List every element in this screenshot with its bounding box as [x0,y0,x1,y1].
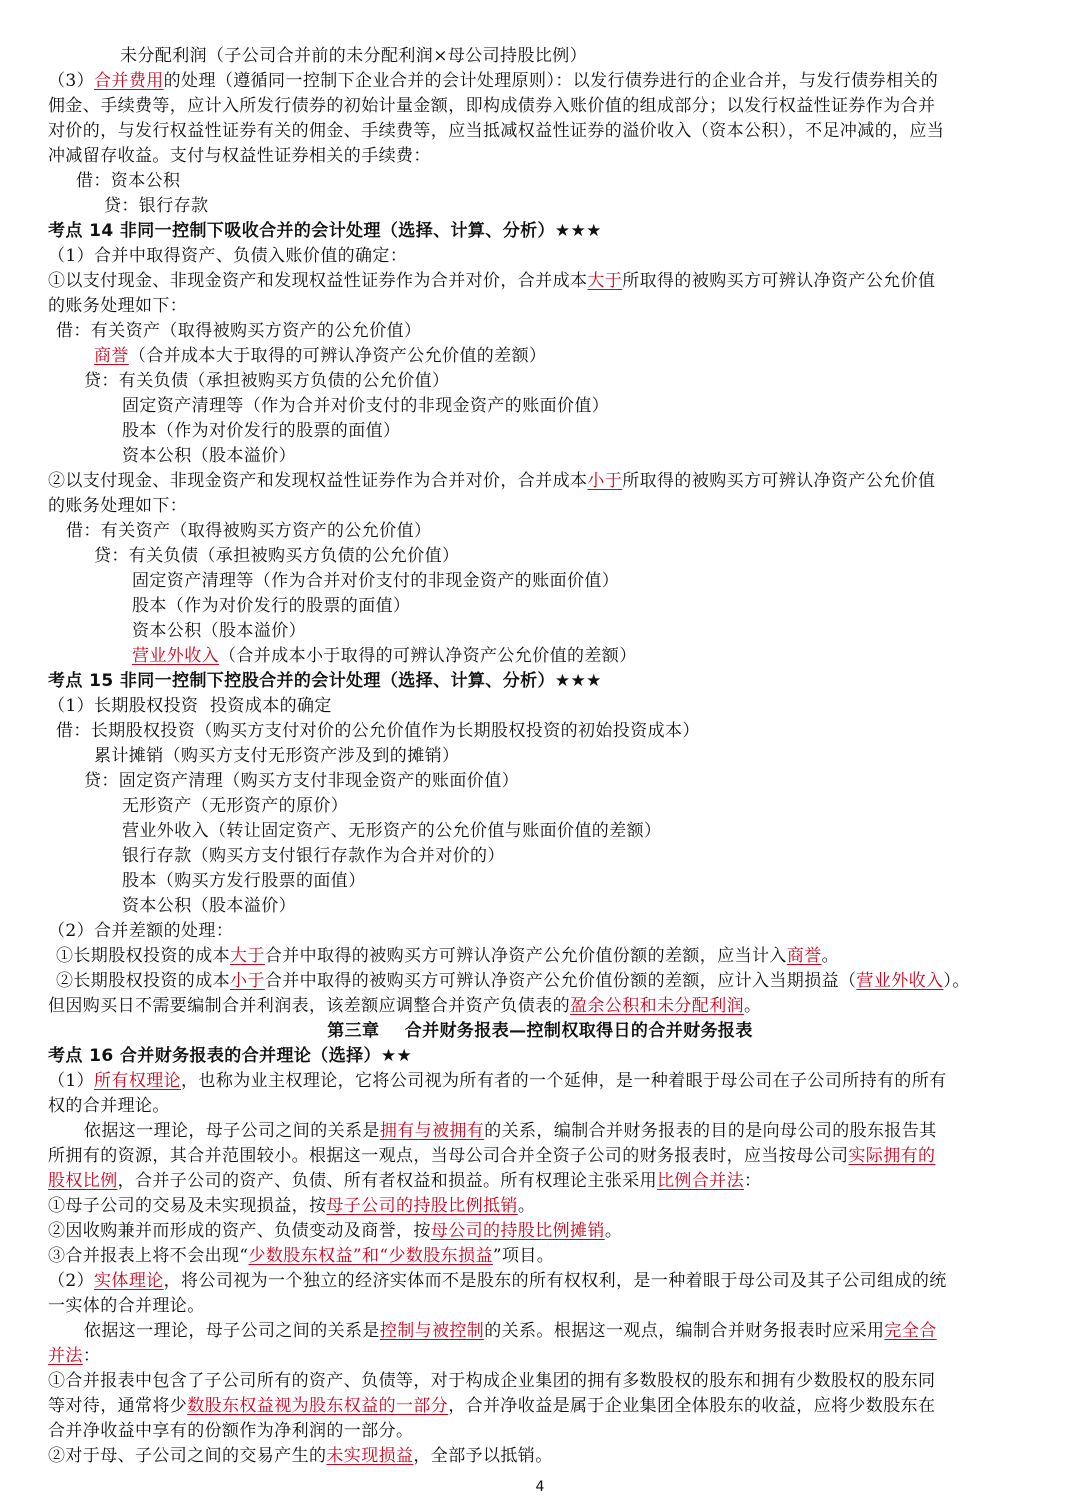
text-segment: 。 [744,996,762,1016]
text-line [48,1169,761,1193]
text-segment: ①长期股权投资的成本 [56,946,230,966]
text-line [132,619,306,643]
text-line [48,1394,935,1418]
text-line [122,894,296,918]
text-segment: 贷：有关负债（承担被购买方负债的公允价值） [84,371,450,391]
text-line [94,744,459,768]
section-heading [48,1044,412,1068]
text-segment: （合并成本大于取得的可辨认净资产公允价值的差额） [128,346,547,366]
text-segment: ，将公司视为一个独立的经济实体而不是股东的所有权权利，是一种着眼于母公司及其子公司组成的统 [163,1271,947,1291]
text-segment: 。 [517,1196,536,1216]
text-line [56,319,421,343]
text-line [48,1444,553,1468]
highlighted-term: 少数股东权益”和“少数股东损益 [248,1246,493,1266]
text-segment: 营业外收入（转让固定资产、无形资产的公允价值与账面价值的差额） [122,821,662,841]
text-segment: 一实体的合并理论。 [48,1296,205,1316]
highlighted-term: 未实现损益 [326,1446,414,1466]
highlighted-term: 营业外收入 [856,971,944,991]
text-segment: ①母子公司的交易及未实现损益，按 [48,1196,327,1216]
text-line [56,719,700,743]
text-segment: 股本（作为对价发行的股票的面值） [122,421,401,441]
text-segment: ： [744,1171,762,1191]
text-line [122,819,661,843]
text-segment: 权的合并理论。 [48,1096,170,1116]
highlighted-term: 控制与被控制 [379,1321,485,1341]
text-line [66,519,431,543]
text-segment: 等对待，通常将少 [48,1396,188,1416]
text-segment: 佣金、手续费等，应计入所发行债券的初始计量金额，即构成债券入账价值的组成部分；以发行权益性证券作为合并 [48,96,936,116]
highlighted-term: 拥有与被拥有 [379,1121,485,1141]
text-segment: 。 [821,946,840,966]
text-segment: 对价的，与发行权益性证券有关的佣金、手续费等，应当抵减权益性证券的溢价收入（资本公积），不足冲减的，应当 [48,121,945,141]
text-segment: ，全部予以抵销。 [413,1446,553,1466]
text-segment: 的关系。根据这一观点，编制合并财务报表时应采用 [484,1321,885,1341]
text-segment: 考点 16 合并财务报表的合并理论（选择）★★ [48,1046,413,1066]
text-line [48,1069,947,1093]
text-line [122,844,505,868]
text-segment: 所取得的被购买方可辨认净资产公允价值 [622,471,936,491]
text-line [48,119,944,143]
text-line [84,369,449,393]
text-line [48,144,431,168]
text-segment: （1）合并中取得资产、负债入账价值的确定： [48,246,408,266]
text-segment: 资本公积（股本溢价） [132,621,306,641]
text-segment: 固定资产清理等（作为合并对价支付的非现金资产的账面价值） [132,571,620,591]
text-line [48,1294,205,1318]
text-line [48,1144,935,1168]
text-segment: 银行存款（购买方支付银行存款作为合并对价的） [122,846,505,866]
text-segment: 借：有关资产（取得被购买方资产的公允价值） [66,521,432,541]
highlighted-term: 比例合并法 [657,1171,745,1191]
highlighted-term: 实体理论 [94,1271,164,1291]
highlighted-term: 并法 [48,1346,83,1366]
text-line [48,94,935,118]
text-segment: 冲减留存收益。支付与权益性证券相关的手续费： [48,146,431,166]
text-segment: 资本公积（股本溢价） [122,896,296,916]
text-line [94,344,546,368]
text-line [48,1094,170,1118]
text-segment: 累计摊销（购买方支付无形资产涉及到的摊销） [94,746,460,766]
text-segment: ，合并子公司的资产、负债、所有者权益和损益。所有权理论主张采用 [117,1171,658,1191]
highlighted-term: 商誉 [786,946,822,966]
text-segment: 。 [604,1221,623,1241]
text-line [104,194,208,218]
text-segment: 考点 15 非同一控制下控股合并的会计处理（选择、计算、分析）★★★ [48,671,602,691]
highlighted-term: 合并费用 [94,71,164,91]
text-segment: 的关系，编制合并财务报表的目的是向母公司的股东报告其 [484,1121,937,1141]
page-number: 4 [535,1479,545,1495]
text-segment: ”项目。 [492,1246,555,1266]
text-line [48,1244,554,1268]
text-line [122,419,400,443]
text-line [48,244,407,268]
text-line [48,1419,413,1443]
text-segment: 考点 14 非同一控制下吸收合并的会计处理（选择、计算、分析）★★★ [48,221,602,241]
text-line [48,994,761,1018]
text-line [48,494,187,518]
text-segment: 资本公积（股本溢价） [122,446,296,466]
text-segment: 依据这一理论，母子公司之间的关系是 [84,1321,380,1341]
text-line [122,869,366,893]
text-line [48,269,935,293]
text-segment: （1） [48,1071,95,1091]
text-segment: （合并成本小于取得的可辨认净资产公允价值的差额） [219,646,637,666]
highlighted-term: 所有权理论 [94,1071,182,1091]
text-segment: 固定资产清理等（作为合并对价支付的非现金资产的账面价值） [122,396,610,416]
text-line [48,694,332,718]
text-segment: 合并净收益中享有的份额作为净利润的一部分。 [48,1421,414,1441]
text-segment: ②长期股权投资的成本 [56,971,230,991]
text-segment: 第三章 合并财务报表—控制权取得日的合并财务报表 [327,1021,753,1041]
text-segment: ）。 [943,971,970,991]
text-line [132,594,410,618]
text-segment: ，合并净收益是属于企业集团全体股东的收益，应将少数股东在 [448,1396,936,1416]
text-segment: 贷：固定资产清理（购买方支付非现金资产的账面价值） [84,771,519,791]
highlighted-term: 实际拥有的 [848,1146,936,1166]
text-segment: ③合并报表上将不会出现“ [48,1246,249,1266]
text-line [122,794,348,818]
text-segment: 的处理（遵循同一控制下企业合并的会计处理原则）：以发行债券进行的企业合并，与发行债券相关的 [163,71,939,91]
text-segment: 合并中取得的被购买方可辨认净资产公允价值份额的差额，应当计入 [264,946,787,966]
highlighted-term: 股权比例 [48,1171,118,1191]
highlighted-term: 商誉 [94,346,129,366]
text-segment: ，也称为业主权理论，它将公司视为所有者的一个延伸，是一种着眼于母公司在子公司所持有的所有 [181,1071,947,1091]
text-line [48,1369,935,1393]
text-segment: 股本（作为对价发行的股票的面值） [132,596,411,616]
text-line [94,544,459,568]
text-segment: 但因购买日不需要编制合并利润表，该差额应调整合并资产负债表的 [48,996,570,1016]
text-segment: 贷：银行存款 [104,196,209,216]
text-line [48,1194,535,1218]
text-segment: 未分配利润（子公司合并前的未分配利润×母公司持股比例） [120,46,588,66]
text-line [132,569,619,593]
text-segment: ①合并报表中包含了子公司所有的资产、负债等，对于构成企业集团的拥有多数股权的股东和拥有少数股权的股东同 [48,1371,936,1391]
text-segment: ②因收购兼并而形成的资产、负债变动及商誉，按 [48,1221,431,1241]
text-line [84,1119,937,1143]
text-segment: ①以支付现金、非现金资产和发现权益性证券作为合并对价，合并成本 [48,271,588,291]
highlighted-term: 大于 [587,271,623,291]
text-segment: ②对于母、子公司之间的交易产生的 [48,1446,327,1466]
text-segment: 的账务处理如下： [48,496,188,516]
highlighted-term: 小于 [587,471,623,491]
text-line [84,769,519,793]
text-line [48,469,935,493]
text-line [132,644,637,668]
section-heading [48,219,602,243]
highlighted-term: 母子公司的持股比例抵销 [326,1196,518,1216]
text-segment: 借：长期股权投资（购买方支付对价的公允价值作为长期股权投资的初始投资成本） [56,721,700,741]
text-line [56,969,970,993]
section-heading [48,669,602,693]
text-line [56,944,839,968]
text-line [48,1344,100,1368]
section-heading [0,1019,1080,1043]
text-line [84,1319,937,1343]
text-segment: 股本（购买方发行股票的面值） [122,871,366,891]
text-segment: 所拥有的资源，其合并范围较小。根据这一观点，当母公司合并全资子公司的财务报表时，应当按母公司 [48,1146,849,1166]
text-segment: （2）合并差额的处理： [48,921,234,941]
highlighted-term: 母公司的持股比例摊销 [430,1221,605,1241]
text-line [76,169,180,193]
text-segment: 借：有关资产（取得被购买方资产的公允价值） [56,321,422,341]
text-line [48,1269,947,1293]
text-line [48,69,938,93]
text-segment: 依据这一理论，母子公司之间的关系是 [84,1121,380,1141]
text-line [48,1219,622,1243]
text-segment: 贷：有关负债（承担被购买方负债的公允价值） [94,546,460,566]
text-segment: ： [82,1346,101,1366]
text-line [48,294,187,318]
text-segment: 无形资产（无形资产的原价） [122,796,349,816]
text-segment: 合并中取得的被购买方可辨认净资产公允价值份额的差额，应计入当期损益（ [264,971,857,991]
text-segment: 的账务处理如下： [48,296,188,316]
text-segment: 借：资本公积 [76,171,181,191]
highlighted-term: 大于 [230,946,265,966]
text-line [122,394,609,418]
highlighted-term: 数股东权益视为股东权益的一部分 [187,1396,449,1416]
text-segment: ②以支付现金、非现金资产和发现权益性证券作为合并对价，合并成本 [48,471,588,491]
text-line [122,444,296,468]
highlighted-term: 完全合 [884,1321,937,1341]
text-segment: （3） [48,71,95,91]
highlighted-term: 营业外收入 [132,646,219,666]
text-segment: （2） [48,1271,95,1291]
text-line [120,44,587,68]
highlighted-term: 盈余公积和未分配利润 [570,996,744,1016]
text-line [48,919,233,943]
text-segment: 所取得的被购买方可辨认净资产公允价值 [622,271,936,291]
highlighted-term: 小于 [230,971,265,991]
text-segment: （1）长期股权投资 投资成本的确定 [48,696,332,716]
